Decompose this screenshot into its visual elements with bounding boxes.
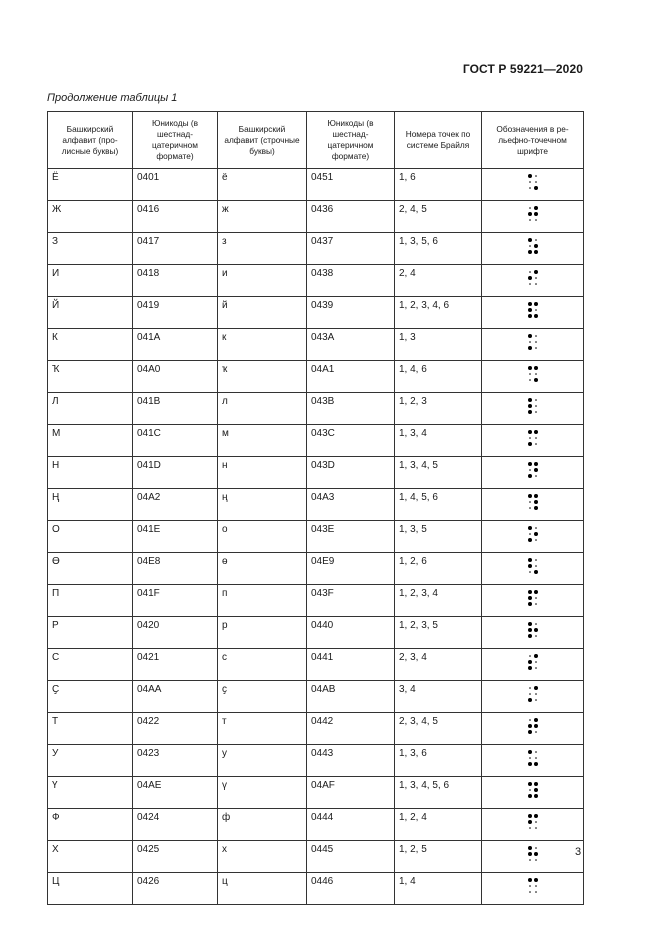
braille-dot-6 — [533, 313, 539, 319]
braille-dots-cell: 1, 2, 4 — [395, 809, 482, 841]
lower-unicode-cell: 043C — [307, 425, 395, 457]
table-row — [48, 297, 584, 329]
table-row — [48, 393, 584, 425]
braille-dot-6 — [533, 249, 539, 255]
braille-dots-cell: 1, 2, 3, 4, 6 — [395, 297, 482, 329]
braille-dots-cell: 1, 6 — [395, 169, 482, 201]
lower-unicode-cell: 043F — [307, 585, 395, 617]
table-row — [48, 329, 584, 361]
table-header-row — [48, 112, 584, 169]
braille-symbol-cell — [482, 649, 584, 681]
upper-letter-cell: Ҡ — [48, 361, 133, 393]
braille-dots-cell: 1, 4, 5, 6 — [395, 489, 482, 521]
upper-unicode-cell: 0424 — [133, 809, 218, 841]
table-row — [48, 361, 584, 393]
upper-unicode-cell: 041A — [133, 329, 218, 361]
table-caption: Продолжение таблицы 1 — [47, 92, 178, 104]
upper-unicode-cell: 0418 — [133, 265, 218, 297]
upper-unicode-cell: 041D — [133, 457, 218, 489]
braille-symbol-cell — [482, 809, 584, 841]
lower-unicode-cell: 04AB — [307, 681, 395, 713]
braille-cell-icon — [527, 557, 539, 575]
lower-letter-cell: к — [218, 329, 307, 361]
lower-unicode-cell: 04A3 — [307, 489, 395, 521]
lower-letter-cell: и — [218, 265, 307, 297]
braille-dots-cell: 1, 4, 6 — [395, 361, 482, 393]
upper-letter-cell: М — [48, 425, 133, 457]
upper-letter-cell: У — [48, 745, 133, 777]
upper-letter-cell: Ө — [48, 553, 133, 585]
header-lower-unicode: Юникоды (в шестнад-цатеричном формате) — [307, 112, 395, 169]
table-row — [48, 809, 584, 841]
braille-cell-icon — [527, 525, 539, 543]
braille-dot-6 — [533, 857, 539, 863]
braille-symbol-cell — [482, 361, 584, 393]
lower-letter-cell: м — [218, 425, 307, 457]
braille-dot-6 — [533, 825, 539, 831]
lower-letter-cell: л — [218, 393, 307, 425]
table-body — [48, 169, 584, 905]
upper-unicode-cell: 0420 — [133, 617, 218, 649]
braille-cell-icon — [527, 749, 539, 767]
braille-cell-icon — [527, 845, 539, 863]
lower-letter-cell: с — [218, 649, 307, 681]
braille-dot-6 — [533, 889, 539, 895]
table-row — [48, 489, 584, 521]
upper-unicode-cell: 04AE — [133, 777, 218, 809]
braille-symbol-cell — [482, 265, 584, 297]
lower-unicode-cell: 043A — [307, 329, 395, 361]
upper-letter-cell: Ҫ — [48, 681, 133, 713]
lower-letter-cell: ү — [218, 777, 307, 809]
upper-letter-cell: Л — [48, 393, 133, 425]
table-row — [48, 841, 584, 873]
lower-letter-cell: ө — [218, 553, 307, 585]
lower-letter-cell: ң — [218, 489, 307, 521]
lower-letter-cell: у — [218, 745, 307, 777]
lower-unicode-cell: 0446 — [307, 873, 395, 905]
lower-letter-cell: ё — [218, 169, 307, 201]
lower-unicode-cell: 043B — [307, 393, 395, 425]
braille-cell-icon — [527, 301, 539, 319]
braille-dots-cell: 1, 3, 6 — [395, 745, 482, 777]
upper-unicode-cell: 041E — [133, 521, 218, 553]
braille-dots-cell: 1, 4 — [395, 873, 482, 905]
braille-dot-6 — [533, 185, 539, 191]
lower-unicode-cell: 043E — [307, 521, 395, 553]
braille-cell-icon — [527, 173, 539, 191]
lower-unicode-cell: 0445 — [307, 841, 395, 873]
braille-symbol-cell — [482, 681, 584, 713]
upper-unicode-cell: 041B — [133, 393, 218, 425]
braille-dots-cell: 3, 4 — [395, 681, 482, 713]
upper-unicode-cell: 0416 — [133, 201, 218, 233]
lower-letter-cell: п — [218, 585, 307, 617]
upper-unicode-cell: 0422 — [133, 713, 218, 745]
upper-unicode-cell: 0417 — [133, 233, 218, 265]
braille-dots-cell: 1, 3, 4, 5 — [395, 457, 482, 489]
braille-dot-6 — [533, 633, 539, 639]
header-braille-dots: Номера точек по системе Брайля — [395, 112, 482, 169]
lower-unicode-cell: 04E9 — [307, 553, 395, 585]
braille-cell-icon — [527, 333, 539, 351]
braille-dot-6 — [533, 441, 539, 447]
braille-dots-cell: 1, 2, 3, 5 — [395, 617, 482, 649]
table-row — [48, 201, 584, 233]
table-row — [48, 521, 584, 553]
braille-cell-icon — [527, 493, 539, 511]
braille-dot-6 — [533, 345, 539, 351]
upper-unicode-cell: 04E8 — [133, 553, 218, 585]
upper-letter-cell: Ф — [48, 809, 133, 841]
table-row — [48, 617, 584, 649]
braille-symbol-cell — [482, 585, 584, 617]
upper-letter-cell: Ж — [48, 201, 133, 233]
upper-letter-cell: О — [48, 521, 133, 553]
braille-dot-6 — [533, 697, 539, 703]
braille-symbol-cell — [482, 745, 584, 777]
braille-symbol-cell — [482, 873, 584, 905]
braille-cell-icon — [527, 717, 539, 735]
braille-cell-icon — [527, 781, 539, 799]
lower-unicode-cell: 043D — [307, 457, 395, 489]
braille-dots-cell: 1, 3, 5, 6 — [395, 233, 482, 265]
table-row — [48, 169, 584, 201]
lower-unicode-cell: 0439 — [307, 297, 395, 329]
braille-cell-icon — [527, 269, 539, 287]
header-upper-letter: Башкирский алфавит (про-лисные буквы) — [48, 112, 133, 169]
braille-dots-cell: 1, 2, 5 — [395, 841, 482, 873]
braille-dot-6 — [533, 729, 539, 735]
upper-letter-cell: И — [48, 265, 133, 297]
lower-unicode-cell: 04A1 — [307, 361, 395, 393]
braille-symbol-cell — [482, 201, 584, 233]
header-braille-symbol: Обозначения в ре-льефно-точечном шрифте — [482, 112, 584, 169]
braille-symbol-cell — [482, 233, 584, 265]
braille-dot-6 — [533, 793, 539, 799]
lower-letter-cell: ж — [218, 201, 307, 233]
braille-dots-cell: 1, 3, 4 — [395, 425, 482, 457]
upper-letter-cell: С — [48, 649, 133, 681]
lower-unicode-cell: 0438 — [307, 265, 395, 297]
braille-cell-icon — [527, 589, 539, 607]
braille-dots-cell: 1, 3, 5 — [395, 521, 482, 553]
table-row — [48, 265, 584, 297]
upper-letter-cell: Ң — [48, 489, 133, 521]
braille-dot-6 — [533, 473, 539, 479]
braille-dot-6 — [533, 665, 539, 671]
braille-symbol-cell — [482, 457, 584, 489]
upper-unicode-cell: 04A2 — [133, 489, 218, 521]
table-row — [48, 457, 584, 489]
braille-dots-cell: 1, 3 — [395, 329, 482, 361]
braille-dots-cell: 1, 2, 6 — [395, 553, 482, 585]
braille-dot-6 — [533, 505, 539, 511]
header-lower-letter: Башкирский алфавит (строчные буквы) — [218, 112, 307, 169]
braille-cell-icon — [527, 205, 539, 223]
braille-symbol-cell — [482, 617, 584, 649]
braille-symbol-cell — [482, 489, 584, 521]
upper-letter-cell: Т — [48, 713, 133, 745]
braille-symbol-cell — [482, 713, 584, 745]
braille-symbol-cell — [482, 777, 584, 809]
lower-letter-cell: ҡ — [218, 361, 307, 393]
braille-dots-cell: 2, 3, 4 — [395, 649, 482, 681]
braille-dots-cell: 2, 4, 5 — [395, 201, 482, 233]
braille-symbol-cell — [482, 329, 584, 361]
braille-dot-6 — [533, 281, 539, 287]
lower-letter-cell: х — [218, 841, 307, 873]
upper-letter-cell: Й — [48, 297, 133, 329]
braille-cell-icon — [527, 685, 539, 703]
braille-cell-icon — [527, 653, 539, 671]
upper-unicode-cell: 0423 — [133, 745, 218, 777]
braille-dots-cell: 1, 2, 3 — [395, 393, 482, 425]
upper-letter-cell: Р — [48, 617, 133, 649]
upper-unicode-cell: 04A0 — [133, 361, 218, 393]
braille-cell-icon — [527, 621, 539, 639]
upper-letter-cell: Н — [48, 457, 133, 489]
lower-letter-cell: р — [218, 617, 307, 649]
header-upper-unicode: Юникоды (в шестнад-цатеричном формате) — [133, 112, 218, 169]
table-row — [48, 233, 584, 265]
braille-cell-icon — [527, 397, 539, 415]
upper-unicode-cell: 0426 — [133, 873, 218, 905]
braille-dot-6 — [533, 569, 539, 575]
lower-unicode-cell: 0444 — [307, 809, 395, 841]
table-row — [48, 713, 584, 745]
upper-unicode-cell: 041F — [133, 585, 218, 617]
lower-letter-cell: ф — [218, 809, 307, 841]
upper-unicode-cell: 04AA — [133, 681, 218, 713]
lower-letter-cell: н — [218, 457, 307, 489]
braille-dot-6 — [533, 761, 539, 767]
braille-dots-cell: 2, 3, 4, 5 — [395, 713, 482, 745]
braille-symbol-cell — [482, 169, 584, 201]
standard-code: ГОСТ Р 59221—2020 — [462, 62, 583, 76]
upper-letter-cell: К — [48, 329, 133, 361]
braille-cell-icon — [527, 461, 539, 479]
braille-symbol-cell — [482, 553, 584, 585]
upper-unicode-cell: 0421 — [133, 649, 218, 681]
lower-letter-cell: ц — [218, 873, 307, 905]
braille-dot-6 — [533, 537, 539, 543]
lower-letter-cell: т — [218, 713, 307, 745]
braille-cell-icon — [527, 877, 539, 895]
braille-dot-6 — [533, 409, 539, 415]
braille-dot-6 — [533, 217, 539, 223]
braille-dots-cell: 1, 3, 4, 5, 6 — [395, 777, 482, 809]
braille-cell-icon — [527, 813, 539, 831]
lower-letter-cell: й — [218, 297, 307, 329]
upper-unicode-cell: 0419 — [133, 297, 218, 329]
upper-unicode-cell: 041C — [133, 425, 218, 457]
table-row — [48, 681, 584, 713]
upper-letter-cell: П — [48, 585, 133, 617]
lower-unicode-cell: 0437 — [307, 233, 395, 265]
lower-unicode-cell: 0451 — [307, 169, 395, 201]
upper-unicode-cell: 0425 — [133, 841, 218, 873]
lower-unicode-cell: 04AF — [307, 777, 395, 809]
lower-letter-cell: ҫ — [218, 681, 307, 713]
braille-table — [47, 111, 584, 905]
page-number: 3 — [575, 846, 582, 858]
upper-letter-cell: Ц — [48, 873, 133, 905]
braille-symbol-cell — [482, 521, 584, 553]
braille-cell-icon — [527, 429, 539, 447]
braille-symbol-cell — [482, 297, 584, 329]
lower-unicode-cell: 0441 — [307, 649, 395, 681]
braille-dots-cell: 1, 2, 3, 4 — [395, 585, 482, 617]
table-row — [48, 649, 584, 681]
upper-letter-cell: Ү — [48, 777, 133, 809]
table-row — [48, 777, 584, 809]
braille-dot-6 — [533, 377, 539, 383]
braille-cell-icon — [527, 365, 539, 383]
table-row — [48, 745, 584, 777]
lower-unicode-cell: 0443 — [307, 745, 395, 777]
table-row — [48, 585, 584, 617]
upper-letter-cell: Х — [48, 841, 133, 873]
lower-unicode-cell: 0442 — [307, 713, 395, 745]
braille-dots-cell: 2, 4 — [395, 265, 482, 297]
braille-symbol-cell — [482, 841, 584, 873]
braille-symbol-cell — [482, 425, 584, 457]
braille-dot-6 — [533, 601, 539, 607]
lower-letter-cell: о — [218, 521, 307, 553]
lower-letter-cell: з — [218, 233, 307, 265]
upper-letter-cell: З — [48, 233, 133, 265]
upper-unicode-cell: 0401 — [133, 169, 218, 201]
braille-cell-icon — [527, 237, 539, 255]
table-row — [48, 873, 584, 905]
table-row — [48, 425, 584, 457]
braille-symbol-cell — [482, 393, 584, 425]
lower-unicode-cell: 0440 — [307, 617, 395, 649]
lower-unicode-cell: 0436 — [307, 201, 395, 233]
table-row — [48, 553, 584, 585]
upper-letter-cell: Ё — [48, 169, 133, 201]
